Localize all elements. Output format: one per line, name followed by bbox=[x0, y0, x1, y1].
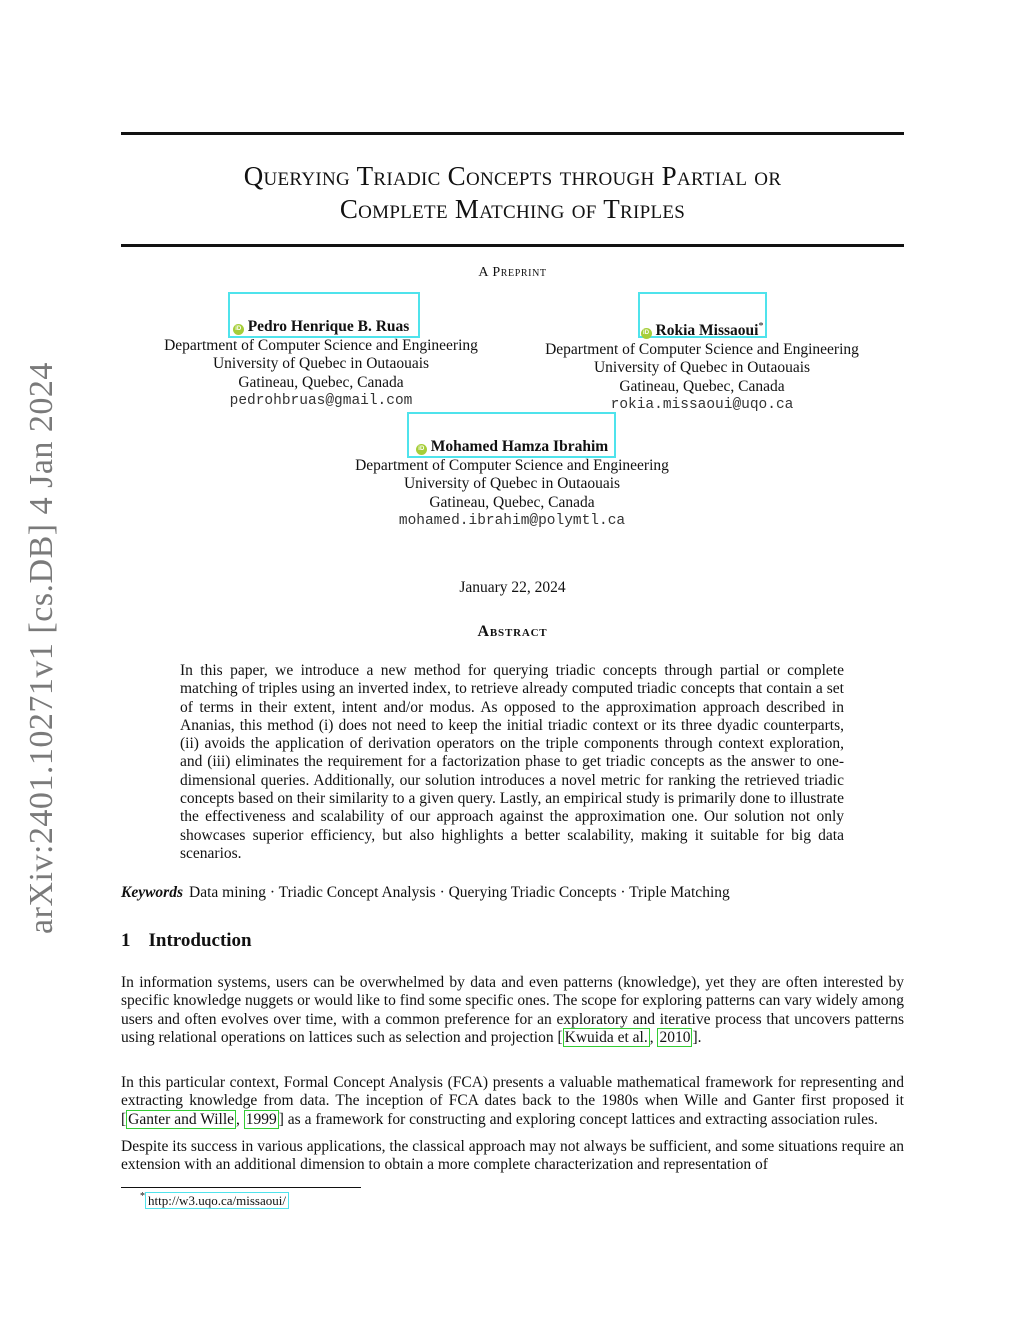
author-block-1 bbox=[121, 318, 521, 411]
author-department: Department of Computer Science and Engineering bbox=[355, 456, 669, 474]
footnote-url-link[interactable]: http://w3.uqo.ca/missaoui/ bbox=[145, 1192, 289, 1209]
orcid-icon[interactable]: iD bbox=[641, 328, 652, 339]
paper-date: January 22, 2024 bbox=[459, 579, 566, 596]
paragraph-text: In this particular context, Formal Concept Analysis (FCA) presents a valuable mathematical framework for representing and extracting knowledge from data. The inception of FCA dates back to the 1980s when Wille and Ganter first proposed it [ bbox=[121, 1074, 904, 1128]
title-line-2: Complete Matching of Triples bbox=[339, 194, 686, 224]
title-top-rule bbox=[121, 132, 904, 135]
citation-link[interactable]: Kwuida et al. bbox=[564, 1028, 648, 1046]
paper-title bbox=[121, 160, 904, 226]
author-university: University of Quebec in Outaouais bbox=[403, 475, 621, 492]
author-name[interactable]: Pedro Henrique B. Ruas bbox=[247, 318, 410, 335]
paragraph-text: In information systems, users can be overwhelmed by data and even patterns (knowledge), yet they are often interested by specific knowledge nuggets or would like to find some specific ones. The scope for exploring patterns can vary widely among users and often evolves over time, with a common preference for an exploratory and iterative process that uncovers patterns using relational operations on lattices such as selection and projection [ bbox=[121, 974, 904, 1046]
paragraph-text-end: ] as a framework for constructing and exploring concept lattices and extracting association rules. bbox=[278, 1110, 878, 1128]
paragraph-text-end: ]. bbox=[692, 1028, 702, 1046]
orcid-icon[interactable]: iD bbox=[233, 324, 244, 335]
author-location: Gatineau, Quebec, Canada bbox=[429, 493, 595, 511]
author-block-2 bbox=[502, 318, 902, 415]
footnote-mark: * bbox=[140, 1191, 145, 1202]
abstract-heading: Abstract bbox=[477, 623, 548, 640]
keywords-text: Data mining · Triadic Concept Analysis · Querying Triadic Concepts · Triple Matching bbox=[189, 884, 730, 901]
author-university: University of Quebec in Outaouais bbox=[593, 359, 811, 376]
intro-paragraph-1 bbox=[121, 974, 904, 1047]
author-email[interactable]: rokia.missaoui@uqo.ca bbox=[610, 397, 794, 413]
author-location: Gatineau, Quebec, Canada bbox=[619, 377, 785, 395]
author-email[interactable]: pedrohbruas@gmail.com bbox=[229, 393, 413, 409]
footnote bbox=[140, 1191, 289, 1209]
section-number: 1 bbox=[121, 930, 131, 951]
author-university: University of Quebec in Outaouais bbox=[212, 355, 430, 372]
citation-separator: , bbox=[649, 1028, 658, 1046]
section-title: Introduction bbox=[148, 930, 252, 951]
preprint-label: A Preprint bbox=[478, 265, 547, 280]
title-line-1: Querying Triadic Concepts through Partial or bbox=[243, 161, 782, 191]
author-block-3 bbox=[312, 438, 712, 531]
footnote-mark[interactable]: * bbox=[758, 321, 764, 332]
keywords-label: Keywords bbox=[121, 884, 183, 901]
citation-link[interactable]: Ganter and Wille bbox=[128, 1110, 235, 1128]
author-department: Department of Computer Science and Engineering bbox=[545, 340, 859, 358]
author-department: Department of Computer Science and Engineering bbox=[164, 336, 478, 354]
arxiv-stamp: arXiv:2401.10271v1 [cs.DB] 4 Jan 2024 bbox=[23, 362, 60, 934]
title-bottom-rule bbox=[121, 244, 904, 247]
author-name[interactable]: Mohamed Hamza Ibrahim bbox=[430, 438, 609, 455]
author-email[interactable]: mohamed.ibrahim@polymtl.ca bbox=[398, 513, 626, 529]
orcid-icon[interactable]: iD bbox=[416, 444, 427, 455]
author-location: Gatineau, Quebec, Canada bbox=[238, 373, 404, 391]
footnote-rule bbox=[121, 1187, 361, 1188]
keywords bbox=[121, 884, 904, 902]
section-heading bbox=[121, 930, 252, 952]
intro-paragraph-3: Despite its success in various applications, the classical approach may not always be sufficient, and some situations require an extension with an additional dimension to obtain a more complete characterization and representation of bbox=[121, 1138, 904, 1174]
author-name[interactable]: Rokia Missaoui bbox=[655, 322, 759, 339]
citation-year-link[interactable]: 2010 bbox=[659, 1028, 691, 1046]
intro-paragraph-2 bbox=[121, 1074, 904, 1129]
abstract-text: In this paper, we introduce a new method for querying triadic concepts through partial or complete matching of triples using an inverted index, to retrieve already computed triadic concepts that contain a set of terms in their extent, intent and/or modus. As opposed to the approximation approach described in Ananias, this method (i) does not need to keep the initial triadic context or its three dyadic counterparts, (ii) avoids the application of derivation operators on the triple components through context exploration, and (iii) eliminates the requirement for a factorization phase to get triadic concepts as the answer to one-dimensional queries. Additionally, our solution introduces a novel metric for ranking the retrieved triadic concepts based on their similarity to a given query. Lastly, an empirical study is primarily done to illustrate the effectiveness and scalability of our approach against the approximation one. Our solution not only showcases superior efficiency, but also highlights a better scalability, making it suitable for big data scenarios. bbox=[180, 662, 844, 862]
citation-separator: , bbox=[236, 1110, 244, 1128]
citation-year-link[interactable]: 1999 bbox=[245, 1110, 277, 1128]
